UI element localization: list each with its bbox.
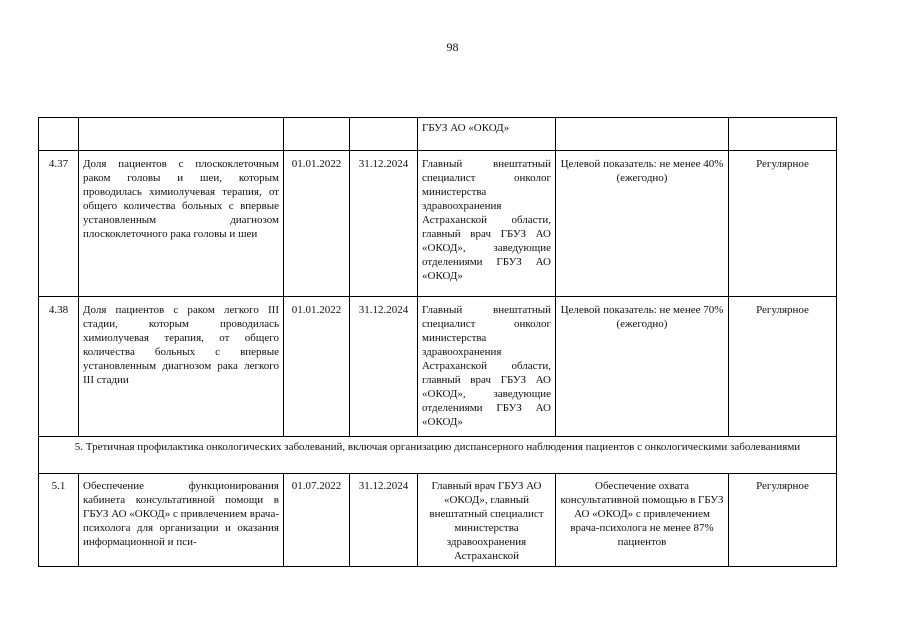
row-end-date: 31.12.2024 xyxy=(350,151,418,297)
table-row xyxy=(39,151,837,297)
page-number: 98 xyxy=(446,40,459,54)
cell-result xyxy=(556,118,729,151)
row-result: Целевой показатель: не менее 70% (ежегодно) xyxy=(556,297,729,437)
row-frequency: Регулярное xyxy=(729,297,837,437)
row-number: 4.38 xyxy=(39,297,79,437)
row-start-date: 01.01.2022 xyxy=(284,151,350,297)
cell-start xyxy=(284,118,350,151)
cell-end xyxy=(350,118,418,151)
measures-table xyxy=(38,117,837,567)
section-heading: 5. Третичная профилактика онкологических заболеваний, включая организацию диспансерного наблюдения пациентов с онкологическими заболеваниями xyxy=(39,437,837,474)
row-frequency: Регулярное xyxy=(729,474,837,567)
row-indicator: Доля пациентов с плоскоклеточным раком головы и шеи, которым проводилась химиолучевая терапия, от общего количества больных с впервые установленным диагнозом плоскоклеточного рака головы и шеи xyxy=(79,151,284,297)
cell-executor: ГБУЗ АО «ОКОД» xyxy=(418,118,556,151)
table-row xyxy=(39,297,837,437)
row-start-date: 01.07.2022 xyxy=(284,474,350,567)
table-row-continuation xyxy=(39,118,837,151)
row-number: 4.37 xyxy=(39,151,79,297)
cell-indicator xyxy=(79,118,284,151)
row-number: 5.1 xyxy=(39,474,79,567)
row-result: Обеспечение охвата консультативной помощью в ГБУЗ АО «ОКОД» с привлечением врача-психолога не менее 87% пациентов xyxy=(556,474,729,567)
row-indicator: Доля пациентов с раком легкого III стадии, которым проводилась химиолучевая терапия, от общего количества больных с впервые установленным диагнозом рака легкого III стадии xyxy=(79,297,284,437)
row-executor: Главный внештатный специалист онколог министерства здравоохранения Астраханской области, главный врач ГБУЗ АО «ОКОД», заведующие отделениями ГБУЗ АО «ОКОД» xyxy=(418,151,556,297)
row-end-date: 31.12.2024 xyxy=(350,297,418,437)
section-row xyxy=(39,437,837,474)
row-executor: Главный врач ГБУЗ АО «ОКОД», главный внештатный специалист министерства здравоохранения Астраханской xyxy=(418,474,556,567)
row-executor: Главный внештатный специалист онколог министерства здравоохранения Астраханской области, главный врач ГБУЗ АО «ОКОД», заведующие отделениями ГБУЗ АО «ОКОД» xyxy=(418,297,556,437)
row-indicator: Обеспечение функционирования кабинета консультативной помощи в ГБУЗ АО «ОКОД» с привлечением врача-психолога для организации и оказания информационной и пси- xyxy=(79,474,284,567)
cell-frequency xyxy=(729,118,837,151)
row-frequency: Регулярное xyxy=(729,151,837,297)
row-start-date: 01.01.2022 xyxy=(284,297,350,437)
cell-number xyxy=(39,118,79,151)
row-end-date: 31.12.2024 xyxy=(350,474,418,567)
table-row xyxy=(39,474,837,567)
row-result: Целевой показатель: не менее 40% (ежегодно) xyxy=(556,151,729,297)
